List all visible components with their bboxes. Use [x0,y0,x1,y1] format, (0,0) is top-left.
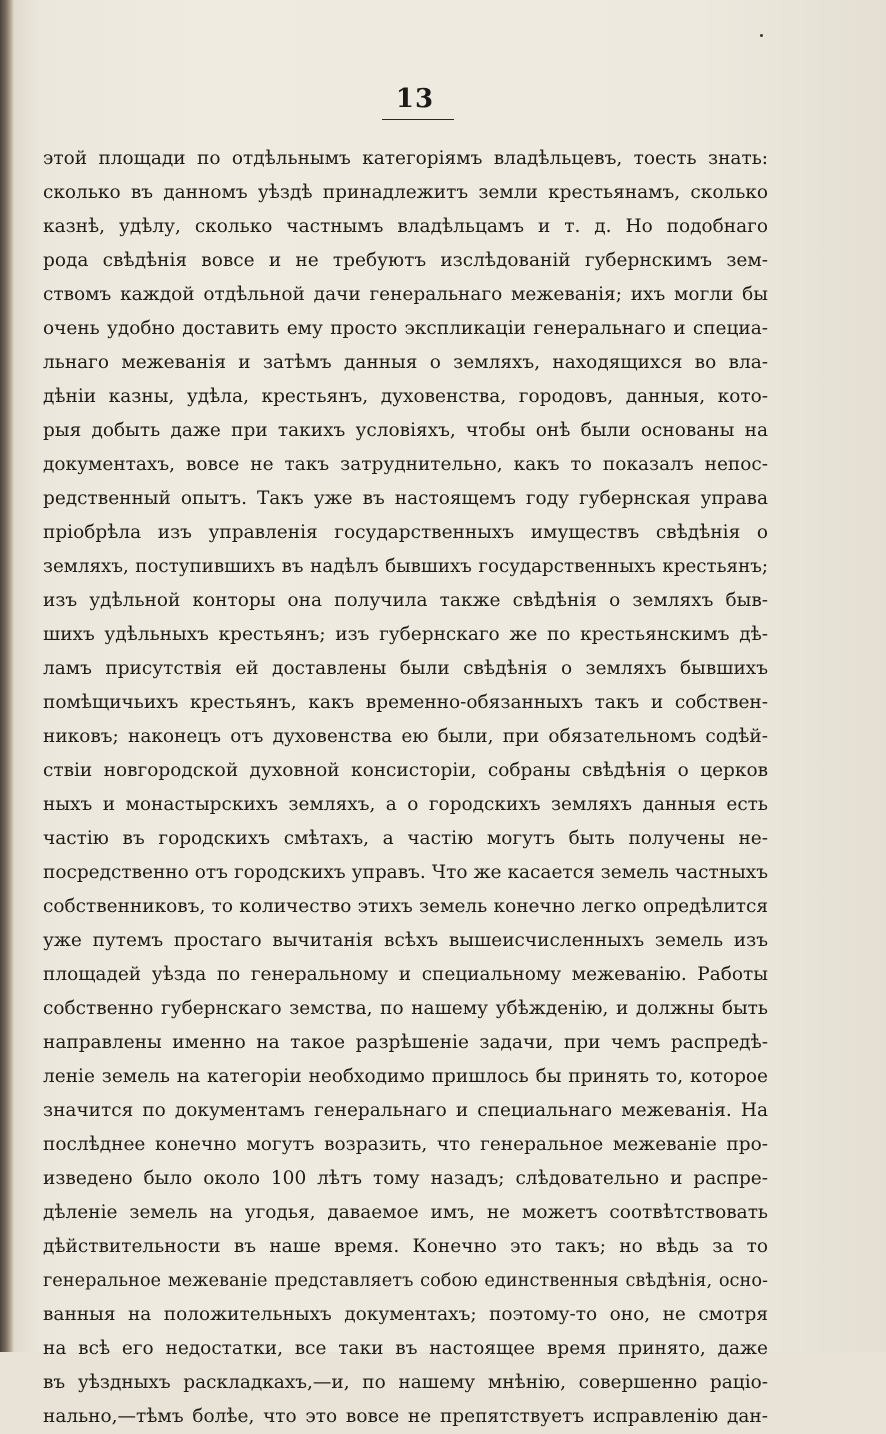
text-line: направлены именно на такое разрѣшеніе задачи, при чемъ распредѣ- [43,1032,768,1053]
page-number-rule [382,119,454,120]
text-line: изведено было около 100 лѣтъ тому назадъ; слѣдовательно и распре- [43,1168,768,1189]
text-line: ствомъ каждой отдѣльной дачи генеральнаго межеванія; ихъ могли бы [43,284,768,305]
text-line: на всѣ его недостатки, все таки въ настоящее время принято, даже [43,1338,768,1359]
text-line: никовъ; наконецъ отъ духовенства ею были, при обязательномъ содѣй- [43,726,768,747]
text-line: дѣніи казны, удѣла, крестьянъ, духовенства, городовъ, данныя, кото- [43,386,768,407]
text-line: нально,—тѣмъ болѣе, что это вовсе не препятствуетъ исправленію дан- [43,1406,768,1427]
text-line: изъ удѣльной конторы она получила также свѣдѣнія о земляхъ быв- [43,590,768,611]
text-line: льнаго межеванія и затѣмъ данныя о земляхъ, находящихся во вла- [43,352,768,373]
text-line: дѣленіе земель на угодья, даваемое имъ, не можетъ соотвѣтствовать [43,1202,768,1223]
text-line: послѣднее конечно могутъ возразить, что генеральное межеваніе про- [43,1134,768,1155]
text-line: казнѣ, удѣлу, сколько частнымъ владѣльцамъ и т. д. Но подобнаго [43,216,768,237]
text-line: уже путемъ простаго вычитанія всѣхъ вышеисчисленныхъ земель изъ [43,930,768,951]
text-line: значится по документамъ генеральнаго и специальнаго межеванія. На [43,1100,768,1121]
text-line: пріобрѣла изъ управленія государственныхъ имуществъ свѣдѣнія о [43,522,768,543]
text-line: рода свѣдѣнія вовсе и не требуютъ изслѣдованій губернскимъ зем- [43,250,768,271]
page-number: 13 [395,84,435,114]
body-text [43,142,768,1434]
text-line: площадей уѣзда по генеральному и специальному межеванію. Работы [43,964,768,985]
book-binding-edge [0,0,14,1352]
text-line: редственный опытъ. Такъ уже въ настоящемъ году губернская управа [43,488,768,509]
text-line: сколько въ данномъ уѣздѣ принадлежитъ земли крестьянамъ, сколько [43,182,768,203]
text-line: ванныя на положительныхъ документахъ; поэтому-то оно, не смотря [43,1304,768,1325]
text-line: дѣйствительности въ наше время. Конечно это такъ; но вѣдь за то [43,1236,768,1257]
text-line: шихъ удѣльныхъ крестьянъ; изъ губернскаго же по крестьянскимъ дѣ- [43,624,768,645]
text-line: посредственно отъ городскихъ управъ. Что же касается земель частныхъ [43,862,768,883]
text-line: земляхъ, поступившихъ въ надѣлъ бывшихъ государственныхъ крестьянъ; [43,556,768,577]
text-line: въ уѣздныхъ раскладкахъ,—и, по нашему мнѣнію, совершенно раціо- [43,1372,768,1393]
text-line: генеральное межеваніе представляетъ собою единственныя свѣдѣнія, осно- [43,1271,768,1291]
text-line: собственниковъ, то количество этихъ земель конечно легко опредѣлится [43,896,768,917]
text-line: леніе земель на категоріи необходимо пришлось бы принять то, которое [43,1066,768,1087]
text-line: документахъ, вовсе не такъ затруднительно, какъ то показалъ непос- [43,454,768,475]
text-line: частію въ городскихъ смѣтахъ, а частію могутъ быть получены не- [43,828,768,849]
text-line: ламъ присутствія ей доставлены были свѣдѣнія о земляхъ бывшихъ [43,658,768,679]
text-line: ныхъ и монастырскихъ земляхъ, а о городскихъ земляхъ данныя есть [43,794,768,815]
text-line: собственно губернскаго земства, по нашему убѣжденію, и должны быть [43,998,768,1019]
paper-speck [760,34,763,37]
text-line: рыя добыть даже при такихъ условіяхъ, чтобы онѣ были основаны на [43,420,768,441]
text-line: помѣщичьихъ крестьянъ, какъ временно-обязанныхъ такъ и собствен- [43,692,768,713]
text-line: ствіи новгородской духовной консисторіи, собраны свѣдѣнія о церков [43,760,768,781]
text-line: этой площади по отдѣльнымъ категоріямъ владѣльцевъ, тоесть знать: [43,148,768,169]
text-line: очень удобно доставить ему просто экспликаціи генеральнаго и специа- [43,318,768,339]
